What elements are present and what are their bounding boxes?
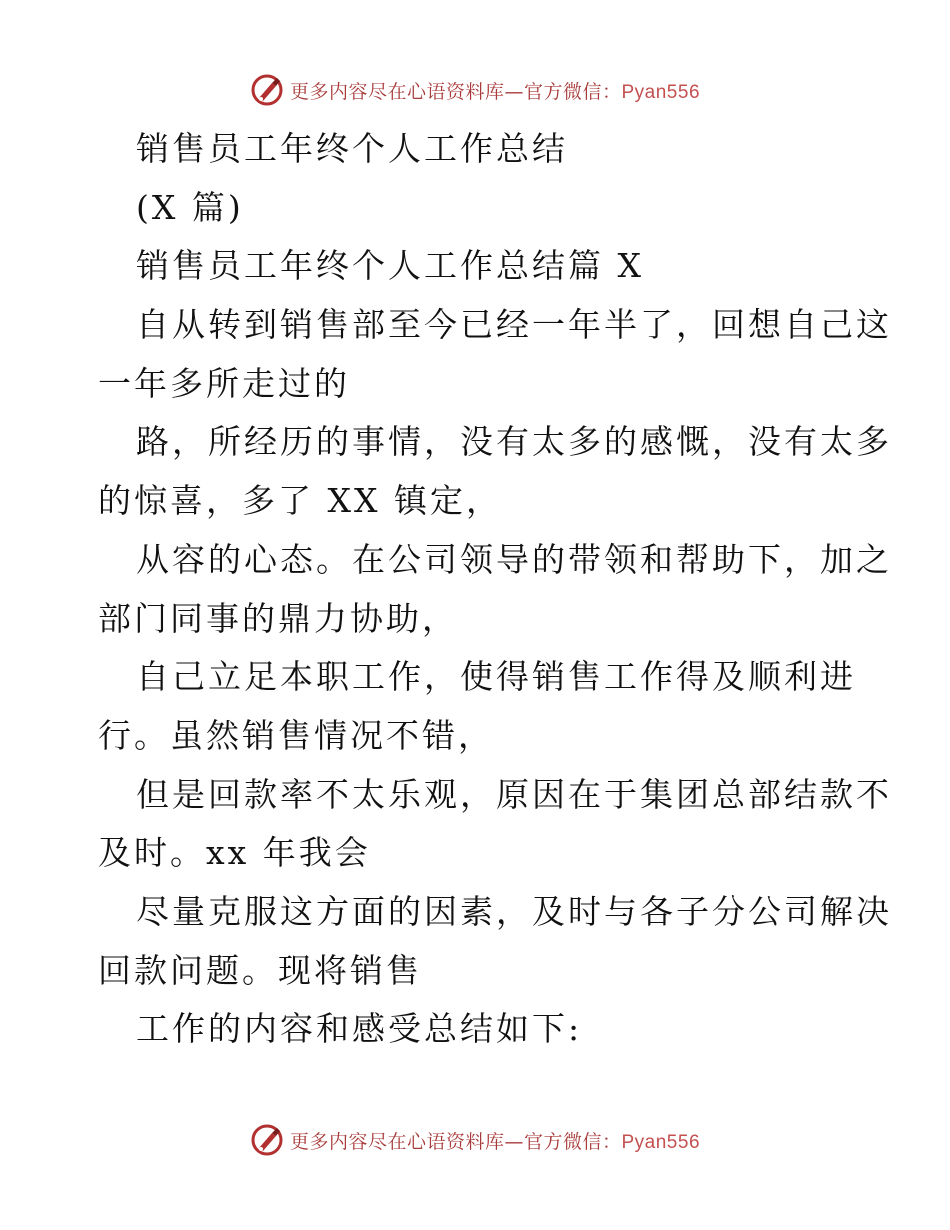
- text-line: 工作的内容和感受总结如下:: [136, 1009, 583, 1049]
- text-line: 路，所经历的事情，没有太多的感慨，没有太多: [136, 422, 892, 462]
- text-line: 的惊喜，多了 XX 镇定，: [98, 481, 502, 521]
- header-banner-prefix: 更多内容尽在心语资料库—官方微信：: [289, 80, 622, 103]
- text-line: 从容的心态。在公司领导的带领和帮助下，加之: [136, 539, 892, 579]
- text-line: 自己立足本职工作，使得销售工作得及顺利进: [136, 657, 856, 697]
- text-line: 销售员工年终个人工作总结篇 X: [136, 246, 644, 286]
- text-line: 行。虽然销售情况不错，: [98, 715, 494, 755]
- pen-logo-icon: [250, 73, 284, 107]
- footer-banner: [0, 1120, 950, 1160]
- footer-banner-prefix: 更多内容尽在心语资料库—官方微信：: [289, 1130, 622, 1153]
- footer-wechat-handle: Pyan556: [621, 1131, 701, 1153]
- text-line: 及时。xx 年我会: [98, 833, 371, 873]
- header-banner-text: [290, 77, 700, 104]
- footer-banner-text: [290, 1127, 700, 1154]
- text-line: (X 篇): [136, 187, 244, 227]
- text-line: 部门同事的鼎力协助，: [98, 598, 458, 638]
- text-line: 自从转到销售部至今已经一年半了，回想自己这: [136, 305, 892, 345]
- text-line: 销售员工年终个人工作总结: [136, 129, 568, 168]
- pen-logo-icon: [250, 1123, 284, 1157]
- text-line: 尽量克服这方面的因素，及时与各子分公司解决: [136, 891, 892, 931]
- text-line: 回款问题。现将销售: [98, 950, 422, 990]
- header-banner: [0, 70, 950, 110]
- header-wechat-handle: Pyan556: [621, 81, 701, 103]
- text-line: 但是回款率不太乐观，原因在于集团总部结款不: [136, 774, 892, 814]
- text-line: 一年多所走过的: [98, 363, 350, 403]
- document-body: [98, 120, 892, 1059]
